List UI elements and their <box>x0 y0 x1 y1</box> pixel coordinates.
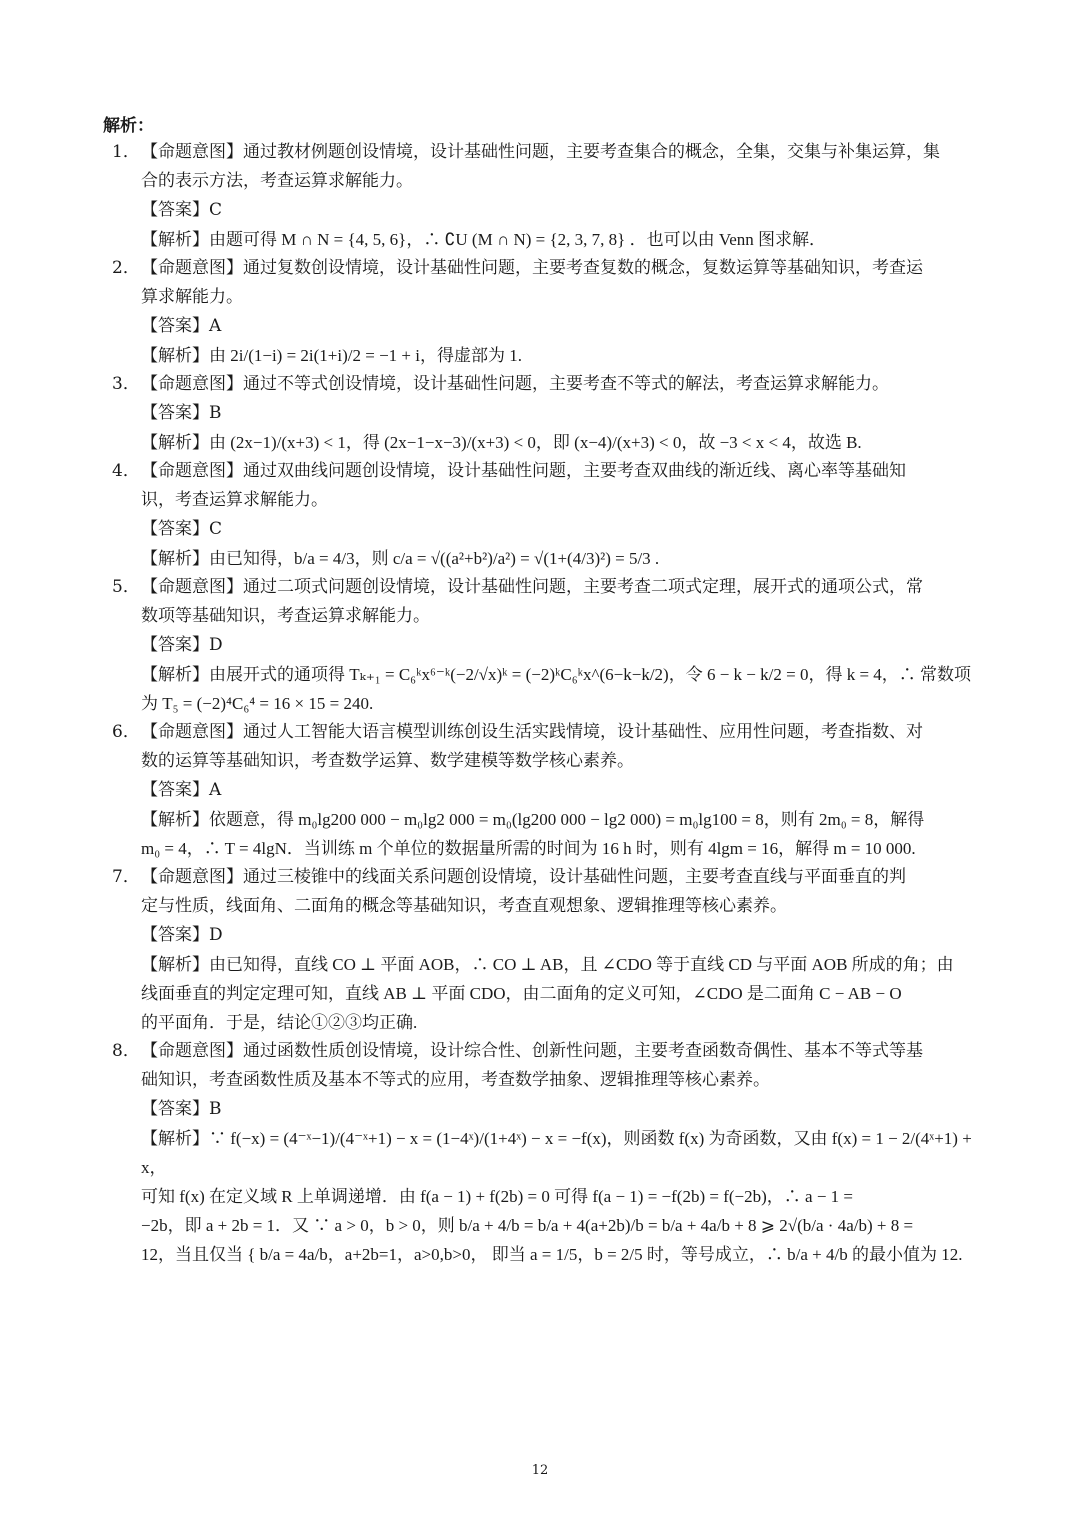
intent-text: 【命题意图】通过双曲线问题创设情境，设计基础性问题，主要考查双曲线的渐近线、离心率等基础知 <box>141 461 906 481</box>
analysis-line: 【解析】由已知得，b/a = 4/3，则 c/a = √((a²+b²)/a²) = √(1+(4/3)²) = 5/3 . <box>141 549 660 568</box>
intent-line: 识，考查运算求解能力。 <box>141 490 328 510</box>
item-number: 8． <box>112 1041 140 1061</box>
intent-line <box>112 1037 982 1066</box>
item-number: 3． <box>112 374 140 394</box>
analysis-line: −2b，即 a + 2b = 1．又 ∵ a > 0，b > 0，则 b/a + 4/b = b/a + 4(a+2b)/b = b/a + 4a/b + 8 ⩾ 2√(b/a · 4a/b) + 8 = <box>141 1216 914 1235</box>
answer-item <box>112 370 982 457</box>
intent-line: 数项等基础知识，考查运算求解能力。 <box>141 606 430 626</box>
analysis-line: 的平面角．于是，结论①②③均正确. <box>141 1013 418 1032</box>
answer-line: 【答案】C <box>141 519 223 539</box>
answer-item <box>112 1037 982 1269</box>
item-number: 1． <box>112 142 140 162</box>
intent-line <box>112 254 982 283</box>
answer-item <box>112 863 982 1037</box>
intent-line: 合的表示方法，考查运算求解能力。 <box>141 171 413 191</box>
analysis-line: 【解析】∵ f(−x) = (4⁻ˣ−1)/(4⁻ˣ+1) − x = (1−4ˣ)/(1+4ˣ) − x = −f(x)，则函数 f(x) 为奇函数，又由 f(x) = 1 − 2/(4ˣ+1) + x， <box>141 1129 972 1177</box>
item-number: 7． <box>112 867 140 887</box>
item-number: 2． <box>112 258 140 278</box>
page-number: 12 <box>531 1463 549 1478</box>
analysis-line: 【解析】由 (2x−1)/(x+3) < 1，得 (2x−1−x−3)/(x+3) < 0，即 (x−4)/(x+3) < 0，故 −3 < x < 4，故选 B. <box>141 433 862 452</box>
intent-text: 【命题意图】通过教材例题创设情境，设计基础性问题，主要考查集合的概念，全集，交集与补集运算，集 <box>141 142 940 162</box>
answer-line: 【答案】B <box>141 1099 222 1119</box>
intent-text: 【命题意图】通过人工智能大语言模型训练创设生活实践情境，设计基础性、应用性问题，考查指数、对 <box>141 722 923 742</box>
intent-text: 【命题意图】通过二项式问题创设情境，设计基础性问题，主要考查二项式定理，展开式的通项公式，常 <box>141 577 923 597</box>
analysis-line: 【解析】由展开式的通项得 Tₖ₊₁ = C₆ᵏx⁶⁻ᵏ(−2/√x)ᵏ = (−2)ᵏC₆ᵏx^(6−k−k/2)，令 6 − k − k/2 = 0，得 k = 4，∴ 常数项 <box>141 665 972 684</box>
answer-item <box>112 718 982 863</box>
intent-line: 定与性质，线面角、二面角的概念等基础知识，考查直观想象、逻辑推理等核心素养。 <box>141 896 787 916</box>
analysis-line: 【解析】由题可得 M ∩ N = {4, 5, 6}，∴ ∁U (M ∩ N) = {2, 3, 7, 8} ．也可以由 Venn 图求解． <box>141 230 827 249</box>
intent-text: 【命题意图】通过复数创设情境，设计基础性问题，主要考查复数的概念，复数运算等基础知识，考查运 <box>141 258 923 278</box>
item-number: 4． <box>112 461 140 481</box>
answer-line: 【答案】C <box>141 200 223 220</box>
intent-line <box>112 370 982 399</box>
item-number: 6． <box>112 722 140 742</box>
intent-line <box>112 457 982 486</box>
answer-line: 【答案】A <box>141 316 222 336</box>
intent-line: 数的运算等基础知识，考查数学运算、数学建模等数学核心素养。 <box>141 751 634 771</box>
answer-line: 【答案】A <box>141 780 222 800</box>
analysis-line: 可知 f(x) 在定义域 R 上单调递增．由 f(a − 1) + f(2b) = 0 可得 f(a − 1) = −f(2b) = f(−2b)，∴ a − 1 = <box>141 1187 853 1206</box>
answer-list <box>112 138 982 1269</box>
analysis-line: 线面垂直的判定定理可知，直线 AB ⊥ 平面 CDO，由二面角的定义可知，∠CDO 是二面角 C − AB − O <box>141 984 902 1003</box>
intent-line <box>112 718 982 747</box>
intent-line <box>112 573 982 602</box>
answer-line: 【答案】B <box>141 403 222 423</box>
intent-line <box>112 863 982 892</box>
analysis-line: 【解析】依题意，得 m₀lg200 000 − m₀lg2 000 = m₀(lg200 000 − lg2 000) = m₀lg100 = 8，则有 2m₀ = 8，解得 <box>141 810 925 829</box>
intent-text: 【命题意图】通过三棱锥中的线面关系问题创设情境，设计基础性问题，主要考查直线与平面垂直的判 <box>141 867 906 887</box>
section-heading: 解析： <box>103 116 154 136</box>
intent-text: 【命题意图】通过不等式创设情境，设计基础性问题，主要考查不等式的解法，考查运算求解能力。 <box>141 374 889 394</box>
intent-line: 础知识，考查函数性质及基本不等式的应用，考查数学抽象、逻辑推理等核心素养。 <box>141 1070 770 1090</box>
item-number: 5． <box>112 577 140 597</box>
analysis-line: 【解析】由已知得，直线 CO ⊥ 平面 AOB，∴ CO ⊥ AB，且 ∠CDO 等于直线 CD 与平面 AOB 所成的角；由 <box>141 955 954 974</box>
analysis-line: 为 T₅ = (−2)⁴C₆⁴ = 16 × 15 = 240. <box>141 694 374 713</box>
analysis-line: m₀ = 4，∴ T = 4lgN．当训练 m 个单位的数据量所需的时间为 16 h 时，则有 4lgm = 16，解得 m = 10 000. <box>141 839 916 858</box>
intent-text: 【命题意图】通过函数性质创设情境，设计综合性、创新性问题，主要考查函数奇偶性、基本不等式等基 <box>141 1041 923 1061</box>
answer-item <box>112 138 982 254</box>
intent-line: 算求解能力。 <box>141 287 243 307</box>
answer-item <box>112 457 982 573</box>
answer-item <box>112 254 982 370</box>
intent-line <box>112 138 982 167</box>
answer-item <box>112 573 982 718</box>
answer-line: 【答案】D <box>141 925 223 945</box>
analysis-line: 12，当且仅当 { b/a = 4a/b，a+2b=1，a>0,b>0， 即当 a = 1/5，b = 2/5 时，等号成立，∴ b/a + 4/b 的最小值为 12. <box>141 1245 963 1264</box>
analysis-line: 【解析】由 2i/(1−i) = 2i(1+i)/2 = −1 + i，得虚部为 1. <box>141 346 522 365</box>
answer-line: 【答案】D <box>141 635 223 655</box>
